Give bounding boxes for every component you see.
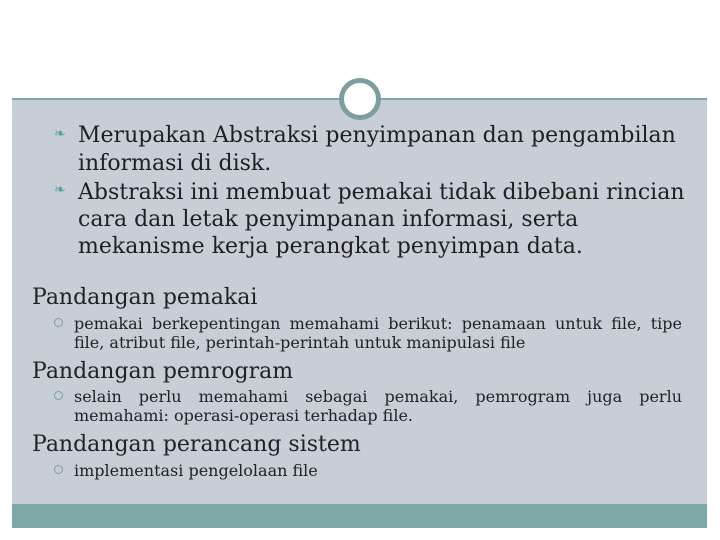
bullet-item xyxy=(54,122,700,177)
decorative-circle xyxy=(339,78,381,120)
section-heading: Pandangan pemakai xyxy=(32,285,258,310)
sub-bullet-item xyxy=(54,387,682,425)
section-heading: Pandangan pemrogram xyxy=(32,359,294,384)
section-heading: Pandangan perancang sistem xyxy=(32,432,361,457)
feather-bullet-icon: ❧ xyxy=(54,182,66,198)
sub-bullet-text: selain perlu memahami sebagai pemakai, pemrogram juga perlu memahami: operasi-operasi terhadap file. xyxy=(74,387,682,425)
ring-bullet-icon xyxy=(54,465,63,474)
ring-bullet-icon xyxy=(54,318,63,327)
sub-bullet-text: implementasi pengelolaan file xyxy=(74,461,318,480)
bullet-text: Merupakan Abstraksi penyimpanan dan pengambilan informasi di disk. xyxy=(78,123,676,176)
ring-bullet-icon xyxy=(54,391,63,400)
feather-bullet-icon: ❧ xyxy=(54,125,66,142)
sub-bullet-text: pemakai berkepentingan memahami berikut: penamaan untuk file, tipe file, atribut file, perintah-perintah untuk manipulasi file xyxy=(74,314,682,352)
sub-bullet-item xyxy=(54,314,682,352)
bullet-list xyxy=(30,122,700,260)
bullet-text: Abstraksi ini membuat pemakai tidak dibebani rincian cara dan letak penyimpanan informasi, serta mekanisme kerja perangkat penyimpan data. xyxy=(78,179,685,259)
sub-bullet-item xyxy=(54,461,682,480)
bullet-item xyxy=(54,179,700,261)
footer-bar xyxy=(12,504,707,528)
